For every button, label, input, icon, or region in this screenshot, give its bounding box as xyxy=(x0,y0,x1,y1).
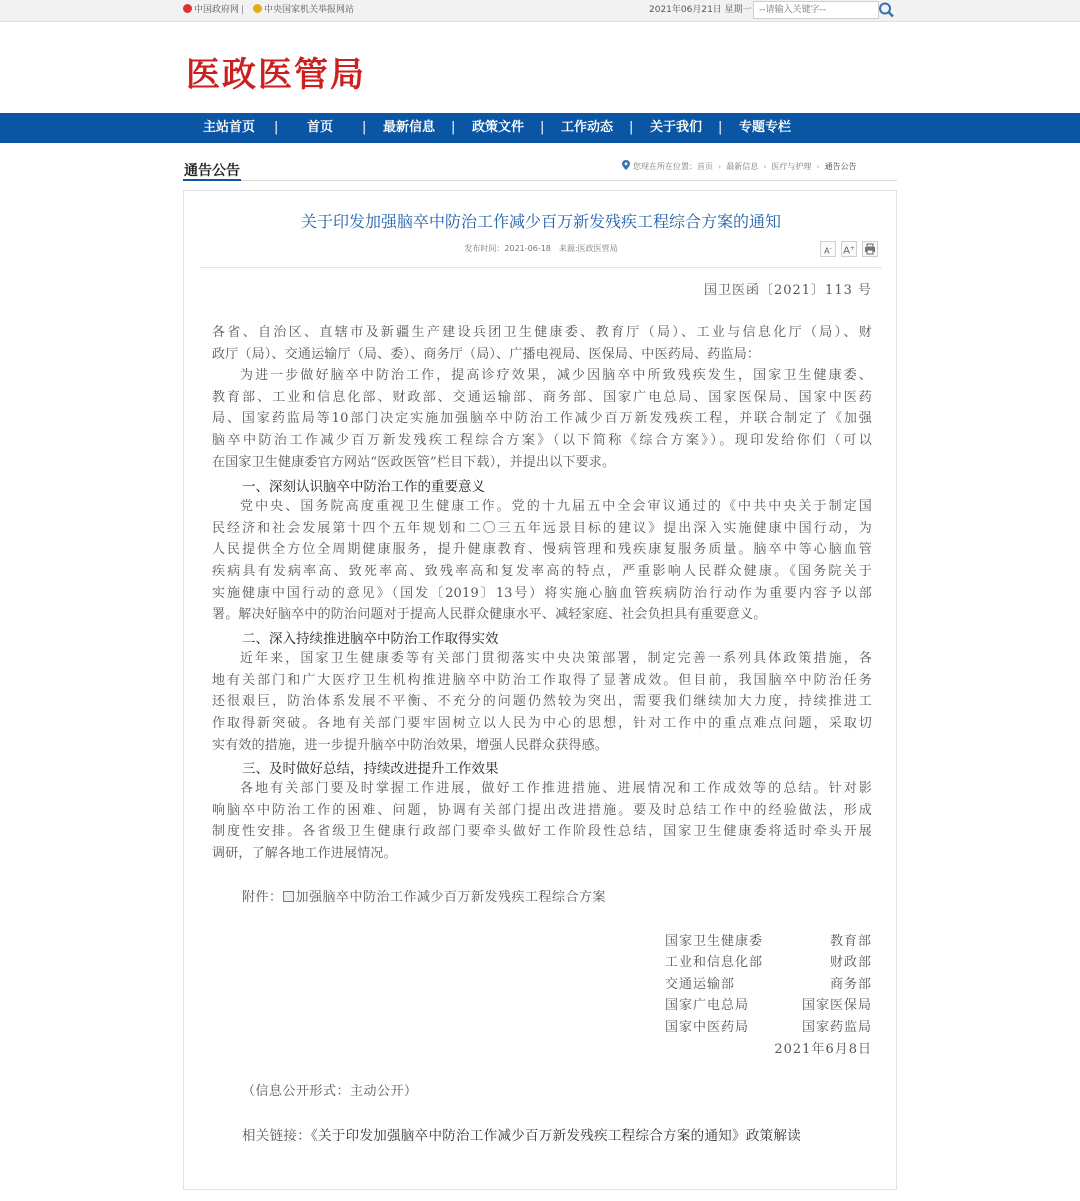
nav-separator: | xyxy=(718,120,723,135)
report-site-link[interactable] xyxy=(253,4,354,16)
intro-paragraph xyxy=(212,365,872,473)
article-title: 关于印发加强脑卒中防治工作减少百万新发残疾工程综合方案的通知 xyxy=(300,212,781,231)
gov-site-link-label[interactable]: 中国政府网 xyxy=(194,5,240,15)
text-line: 署。解决好脑卒中的防治问题对于提高人民群众健康水平、减轻家庭、社会负担具有重要意义。 xyxy=(212,607,767,623)
text-line: 制度性安排。各省级卫生健康行政部门要牵头做好工作阶段性总结，国家卫生健康委将适时牵头开展 xyxy=(212,824,872,840)
search-button[interactable] xyxy=(877,1,897,19)
top-utility-bar xyxy=(0,0,1080,22)
font-decrease-icon: A xyxy=(824,246,830,256)
breadcrumb-medical[interactable]: 医疗与护理 xyxy=(771,162,812,171)
nav-item-home[interactable]: 首页 xyxy=(307,120,334,135)
text-line: 响脑卒中防治工作的困难、问题，协调有关部门提出改进措施。要及时总结工作中的经验做法，形成 xyxy=(212,802,872,818)
breadcrumb-home[interactable]: 首页 xyxy=(697,162,713,171)
related-links xyxy=(242,1124,801,1144)
signatory-left: 交通运输部 xyxy=(665,977,736,992)
related-link[interactable]: 《关于印发加强脑卒中防治工作减少百万新发残疾工程综合方案的通知》政策解读 xyxy=(311,1128,802,1144)
nav-item-main-home[interactable]: 主站首页 xyxy=(203,120,256,135)
text-line: 人民提供全方位全周期健康服务，提升健康教育、慢病管理和残疾康复服务质量。脑卒中等心脑血管 xyxy=(212,542,872,558)
section3-paragraph xyxy=(212,778,872,865)
breadcrumb-prefix: 您现在所在位置： xyxy=(633,162,697,171)
text-line: 调研，了解各地工作进展情况。 xyxy=(212,846,397,862)
national-emblem-icon xyxy=(183,4,192,13)
article-divider xyxy=(200,267,882,268)
current-date: 2021年06月21日 星期一 xyxy=(649,5,752,15)
attachment-link[interactable]: 加强脑卒中防治工作减少百万新发残疾工程综合方案 xyxy=(295,890,607,905)
section1-heading: 一、深刻认识脑卒中防治工作的重要意义 xyxy=(242,479,485,495)
section2-heading: 二、深入持续推进脑卒中防治工作取得实效 xyxy=(242,631,499,647)
print-button[interactable] xyxy=(862,241,878,257)
text-line: 疾病具有发病率高、致死率高、致残率高和复发率高的特点，严重影响人民群众健康。《国务院关于 xyxy=(212,564,872,580)
document-number: 国卫医函〔2021〕113 号 xyxy=(703,283,872,298)
breadcrumb-current: 通告公告 xyxy=(824,162,857,171)
gov-site-link[interactable] xyxy=(183,4,239,16)
text-line: 作取得新突破。各地有关部门要牢固树立以人民为中心的思想，针对工作中的重点难点问题，采取切 xyxy=(212,716,872,732)
attachment xyxy=(242,886,606,905)
sign-date: 2021年6月8日 xyxy=(774,1042,872,1057)
search-icon xyxy=(877,1,897,19)
section1-paragraph xyxy=(212,496,872,626)
breadcrumb xyxy=(622,160,857,173)
section3-heading: 三、及时做好总结，持续改进提升工作效果 xyxy=(242,761,499,777)
addressee-paragraph xyxy=(212,322,872,365)
signatory-right: 财政部 xyxy=(829,955,872,970)
disclosure-note: （信息公开形式：主动公开） xyxy=(242,1084,418,1099)
main-nav xyxy=(0,113,1080,143)
nav-separator: | xyxy=(274,120,279,135)
text-line: 民经济和社会发展第十四个五年规划和二〇三五年远景目标的建议》提出深入实施健康中国行动，为 xyxy=(212,520,872,536)
text-line: 局、国家药监局等10部门决定实施加强脑卒中防治工作减少百万新发残疾工程，并联合制定了《加强 xyxy=(212,411,872,427)
source-value: 医政医管局 xyxy=(577,244,618,253)
nav-item-topics[interactable]: 专题专栏 xyxy=(739,120,792,135)
report-site-link-label[interactable]: 中央国家机关举报网站 xyxy=(264,5,355,15)
attachment-label: 附件： xyxy=(242,890,283,905)
nav-item-news[interactable]: 工作动态 xyxy=(561,120,614,135)
print-icon xyxy=(863,242,877,256)
signatory-right: 教育部 xyxy=(829,934,872,949)
text-line: 实施健康中国行动的意见》（国发〔2019〕13号）将实施心脑血管疾病防治行动作为重要内容予以部 xyxy=(212,585,872,601)
signatory-right: 国家药监局 xyxy=(801,1020,872,1035)
signatory-right: 国家医保局 xyxy=(801,998,872,1013)
article-meta xyxy=(184,243,898,254)
nav-separator: | xyxy=(362,120,367,135)
breadcrumb-separator: › xyxy=(718,162,722,171)
search-input[interactable] xyxy=(753,1,879,19)
text-line: 各地有关部门要及时掌握工作进展，做好工作推进措施、进展情况和工作成效等的总结。针对影 xyxy=(240,781,872,796)
nav-item-policy[interactable]: 政策文件 xyxy=(472,120,525,135)
text-line: 近年来，国家卫生健康委等有关部门贯彻落实中央决策部署，制定完善一系列具体政策措施，各 xyxy=(240,651,872,666)
text-line: 各省、自治区、直辖市及新疆生产建设兵团卫生健康委、教育厅（局）、工业与信息化厅（局）、财 xyxy=(212,325,872,340)
section-divider xyxy=(183,180,897,181)
text-line: 党中央、国务院高度重视卫生健康工作。党的十九届五中全会审议通过的《中共中央关于制定国 xyxy=(240,499,872,514)
signatory-left: 工业和信息化部 xyxy=(665,955,764,970)
nav-item-latest[interactable]: 最新信息 xyxy=(383,120,436,135)
publish-label: 发布时间： xyxy=(464,244,505,253)
top-separator: | xyxy=(241,5,245,15)
section-title: 通告公告 xyxy=(184,163,240,179)
section-divider-accent xyxy=(183,179,241,181)
font-increase-icon: A xyxy=(843,245,850,257)
nav-separator: | xyxy=(540,120,545,135)
nav-item-about[interactable]: 关于我们 xyxy=(650,120,703,135)
nav-separator: | xyxy=(629,120,634,135)
signatory-left: 国家广电总局 xyxy=(665,998,750,1013)
source-label: 来源: xyxy=(558,244,578,253)
text-line: 政厅（局）、交通运输厅（局、委）、商务厅（局）、广播电视局、医保局、中医药局、药监局： xyxy=(212,346,761,362)
section2-paragraph xyxy=(212,648,872,756)
font-increase-button[interactable]: A+ xyxy=(841,241,857,257)
text-line: 还很艰巨，防治体系发展不平衡、不充分的问题仍然较为突出，需要我们继续加大力度，持续推进工 xyxy=(212,694,872,710)
nav-separator: | xyxy=(451,120,456,135)
location-pin-icon xyxy=(622,160,630,170)
related-label: 相关链接： xyxy=(242,1128,311,1144)
font-decrease-button[interactable]: A- xyxy=(820,241,836,257)
text-line: 实有效的措施，进一步提升脑卒中防治效果，增强人民群众获得感。 xyxy=(212,737,609,753)
breadcrumb-latest[interactable]: 最新信息 xyxy=(726,162,759,171)
text-line: 为进一步做好脑卒中防治工作，提高诊疗效果，减少因脑卒中所致残疾发生，国家卫生健康委、 xyxy=(240,368,872,383)
publish-date: 2021-06-18 xyxy=(504,244,551,253)
signatory-left: 国家中医药局 xyxy=(665,1020,750,1035)
text-line: 脑卒中防治工作减少百万新发残疾工程综合方案》（以下简称《综合方案》）。现印发给你们（可以 xyxy=(212,433,872,449)
text-line: 教育部、工业和信息化部、财政部、交通运输部、商务部、国家广电总局、国家医保局、国家中医药 xyxy=(212,389,872,405)
text-line: 在国家卫生健康委官方网站“医政医管”栏目下载），并提出以下要求。 xyxy=(212,454,616,470)
signatory-right: 商务部 xyxy=(829,977,872,992)
article-container xyxy=(183,190,897,1190)
site-logo[interactable]: 医政医管局 xyxy=(186,55,366,95)
party-emblem-icon xyxy=(253,4,262,13)
breadcrumb-separator: › xyxy=(763,162,767,171)
breadcrumb-separator: › xyxy=(816,162,820,171)
signatory-left: 国家卫生健康委 xyxy=(665,934,764,949)
text-line: 地有关部门和广大医疗卫生机构推进脑卒中防治工作取得了显著成效。但目前，我国脑卒中防治任务 xyxy=(212,672,872,688)
document-icon xyxy=(283,891,294,902)
